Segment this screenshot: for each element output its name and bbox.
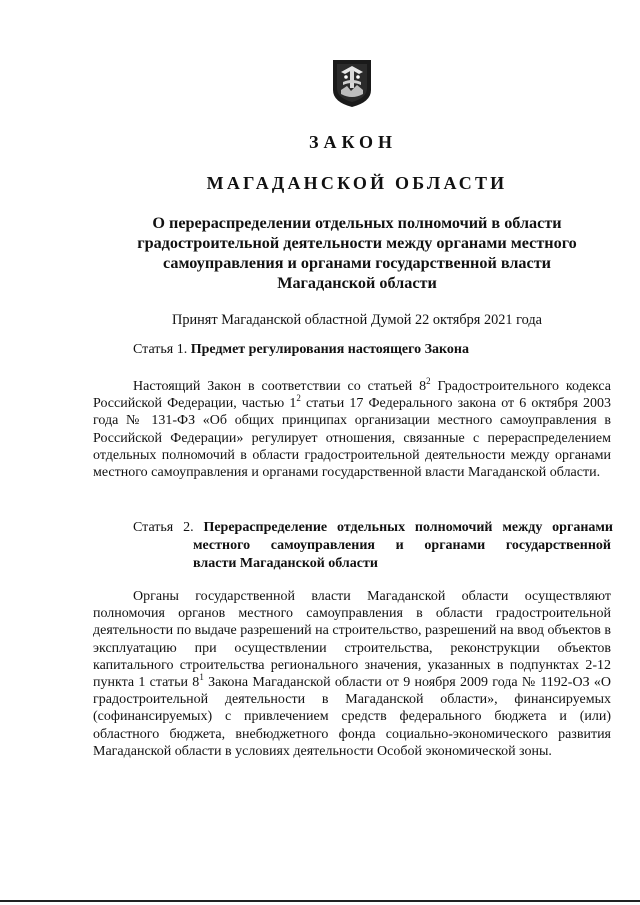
article-2-text-2: Закона Магаданской области от 9 ноября 2009 года № 1192-ОЗ «О градостроительной деятельности в Магаданской области», финансируемых (софинансируемых) с привлечением средств федерального бюджета и (или) областного бюджета, внебюджетного фонда социально-экономического развития Магаданской области в условиях деятельности Особой экономической зоны.: [93, 675, 611, 759]
article-2-text-1: Органы государственной власти Магаданской области осуществляют полномочия органов местного самоуправления в области градостроительной деятельности по выдаче разрешений на строительство, разрешений на ввод объектов в эксплуатацию при осуществлении строительства, реконструкции объектов капитального строительства регионального значения, указанных в подпунктах 2-12 пункта 1 статьи 8: [93, 589, 611, 691]
article-2-heading: [133, 519, 613, 537]
article-2-sup-1: 1: [199, 672, 204, 683]
article-1-heading: [133, 341, 613, 359]
adoption-line: Принят Магаданской областной Думой 22 октября 2021 года: [172, 312, 542, 328]
law-subject-title: О перераспределении отдельных полномочий в области градостроительной деятельности между органами местного самоуправления и органами государственной власти Магаданской области: [137, 214, 577, 292]
region-title: МАГАДАНСКОЙ ОБЛАСТИ: [206, 173, 508, 193]
article-1-text-2: Градостроительного кодекса Российской Федерации, частью 1: [93, 379, 612, 412]
article-2-title-line-3: власти Магаданской области: [193, 556, 378, 571]
article-1-title: Предмет регулирования настоящего Закона: [190, 342, 469, 357]
article-2-number: Статья 2.: [133, 520, 194, 535]
article-2-title-line-2: местного самоуправления и органами государственной: [193, 538, 611, 553]
article-1-text-3: статьи 17 Федерального закона от 6 октября 2003 года № 131-ФЗ «Об общих принципах организации местного самоуправления в Российской Федерации» регулирует отношения, связанные с перераспределением отдельных полномочий в области градостроительной деятельности между органами местного самоуправления и органами государственной власти Магаданской области.: [93, 396, 612, 481]
article-1-paragraph: [93, 378, 611, 481]
bottom-border-line: [0, 900, 640, 902]
article-1-number: Статья 1.: [133, 342, 188, 357]
article-1-sup-1: 2: [426, 376, 431, 386]
article-1-text-1: Настоящий Закон в соответствии со статьей 8: [133, 379, 427, 394]
article-1-sup-2: 2: [296, 393, 301, 404]
article-2-title-line-1: Перераспределение отдельных полномочий между органами: [203, 520, 613, 535]
article-2-paragraph: [93, 588, 611, 760]
coat-of-arms-icon: [331, 58, 373, 108]
document-type-title: ЗАКОН: [308, 132, 398, 152]
